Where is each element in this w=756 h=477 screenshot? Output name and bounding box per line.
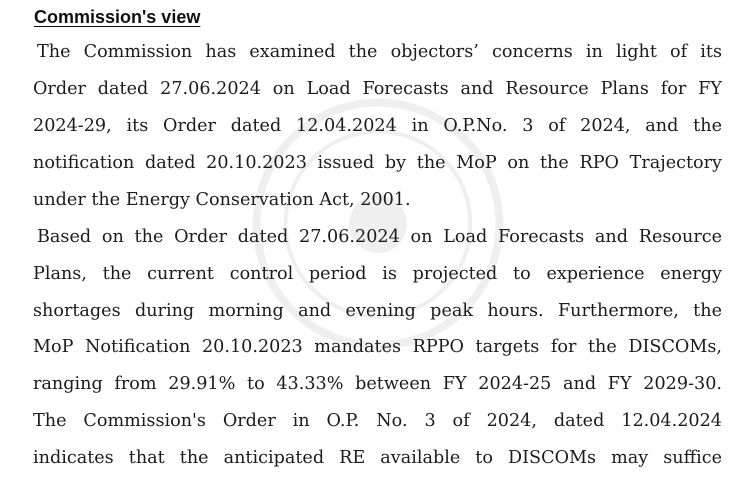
text-line: Based on the Order dated 27.06.2024 on Load Forecasts and Resource (37, 227, 722, 247)
text-line: notification dated 20.10.2023 issued by the MoP on the RPO Trajectory (33, 153, 722, 173)
text-line: under the Energy Conservation Act, 2001. (33, 190, 411, 210)
text-line: The Commission has examined the objectors’ concerns in light of its (37, 42, 722, 62)
text-line: The Commission's Order in O.P. No. 3 of 2024, dated 12.04.2024 (33, 411, 722, 431)
text-line: 2024-29, its Order dated 12.04.2024 in O.P.No. 3 of 2024, and the (33, 116, 722, 136)
text-line: MoP Notification 20.10.2023 mandates RPPO targets for the DISCOMs, (33, 337, 722, 357)
text-line: indicates that the anticipated RE available to DISCOMs may suffice (33, 448, 722, 468)
text-line: Plans, the current control period is projected to experience energy (33, 264, 722, 284)
section-heading: Commission's view (34, 7, 201, 27)
text-line: ranging from 29.91% to 43.33% between FY 2024-25 and FY 2029-30. (33, 374, 722, 394)
text-line: Order dated 27.06.2024 on Load Forecasts and Resource Plans for FY (33, 79, 722, 99)
text-line: shortages during morning and evening peak hours. Furthermore, the (33, 301, 722, 321)
